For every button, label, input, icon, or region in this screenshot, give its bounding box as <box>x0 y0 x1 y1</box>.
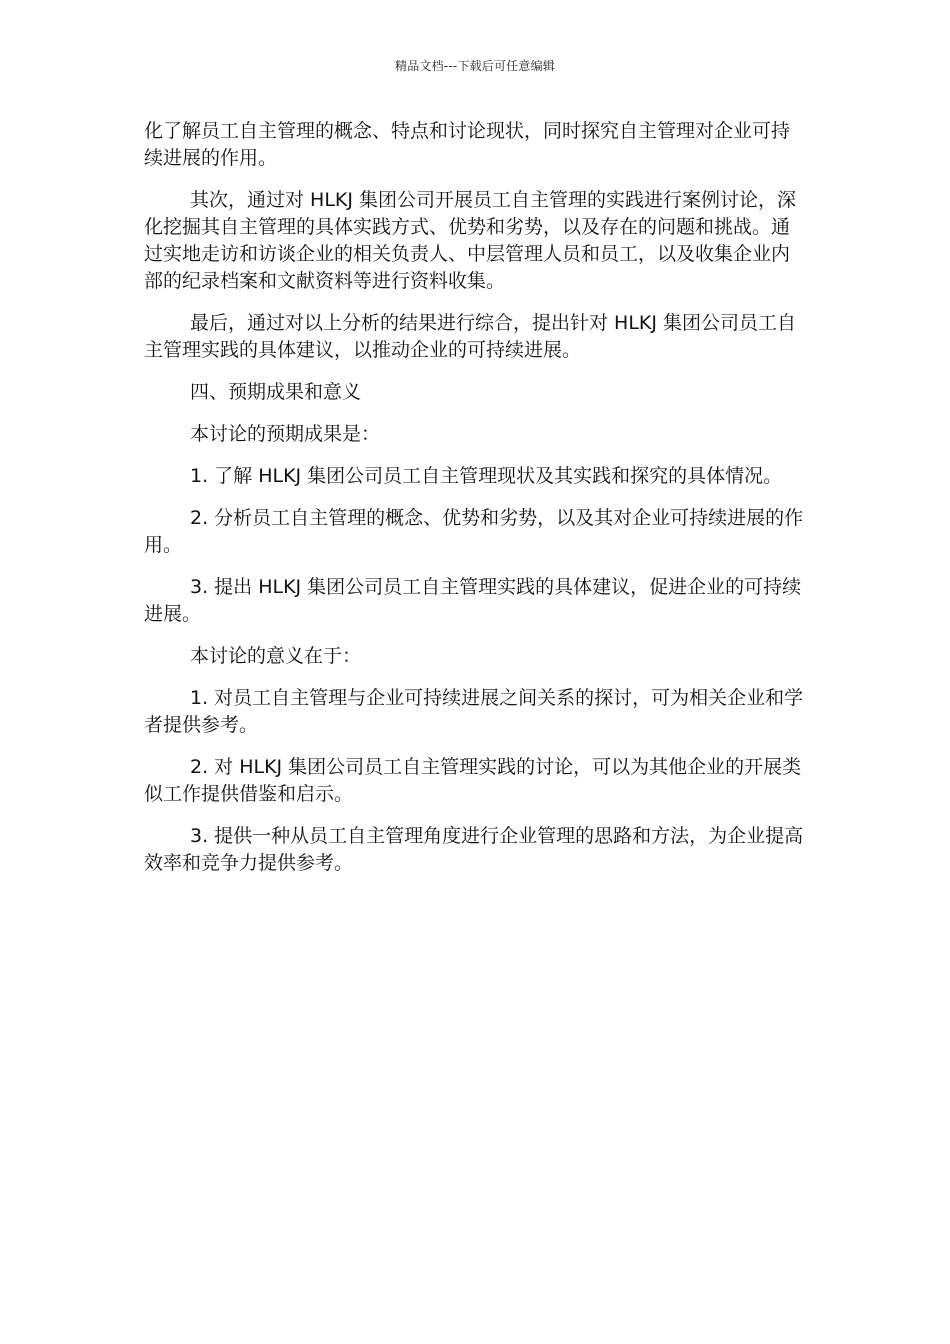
list-item-outcome-1: 1. 了解 HLKJ 集团公司员工自主管理现状及其实践和探究的具体情况。 <box>190 465 783 487</box>
section-heading-expected-outcomes: 四、预期成果和意义 <box>190 381 362 403</box>
list-item-outcome-3: 3. 提出 HLKJ 集团公司员工自主管理实践的具体建议，促进企业的可持续进展。 <box>144 576 802 625</box>
paragraph-significance-intro: 本讨论的意义在于： <box>190 645 362 667</box>
list-item-significance-1: 1. 对员工自主管理与企业可持续进展之间关系的探讨，可为相关企业和学者提供参考。 <box>144 687 804 736</box>
paragraph-continued: 化了解员工自主管理的概念、特点和讨论现状，同时探究自主管理对企业可持续进展的作用。 <box>144 120 791 169</box>
list-item-outcome-2: 2. 分析员工自主管理的概念、优势和劣势，以及其对企业可持续进展的作用。 <box>144 507 804 556</box>
list-item-significance-3: 3. 提供一种从员工自主管理角度进行企业管理的思路和方法，为企业提高效率和竞争力提供参考。 <box>144 825 804 874</box>
list-item-significance-2: 2. 对 HLKJ 集团公司员工自主管理实践的讨论，可以为其他企业的开展类似工作提供借鉴和启示。 <box>144 756 802 805</box>
paragraph-method-synthesis: 最后，通过对以上分析的结果进行综合，提出针对 HLKJ 集团公司员工自主管理实践的具体建议，以推动企业的可持续进展。 <box>144 312 797 361</box>
paragraph-outcomes-intro: 本讨论的预期成果是： <box>190 423 381 445</box>
page-header: 精品文档---下载后可任意编辑 <box>395 59 555 73</box>
document-body <box>144 118 806 892</box>
paragraph-method-case-study: 其次，通过对 HLKJ 集团公司开展员工自主管理的实践进行案例讨论，深化挖掘其自主管理的具体实践方式、优势和劣势，以及存在的问题和挑战。通过实地走访和访谈企业的相关负责人、中层管理人员和员工，以及收集企业内部的纪录档案和文献资料等进行资料收集。 <box>144 189 797 292</box>
